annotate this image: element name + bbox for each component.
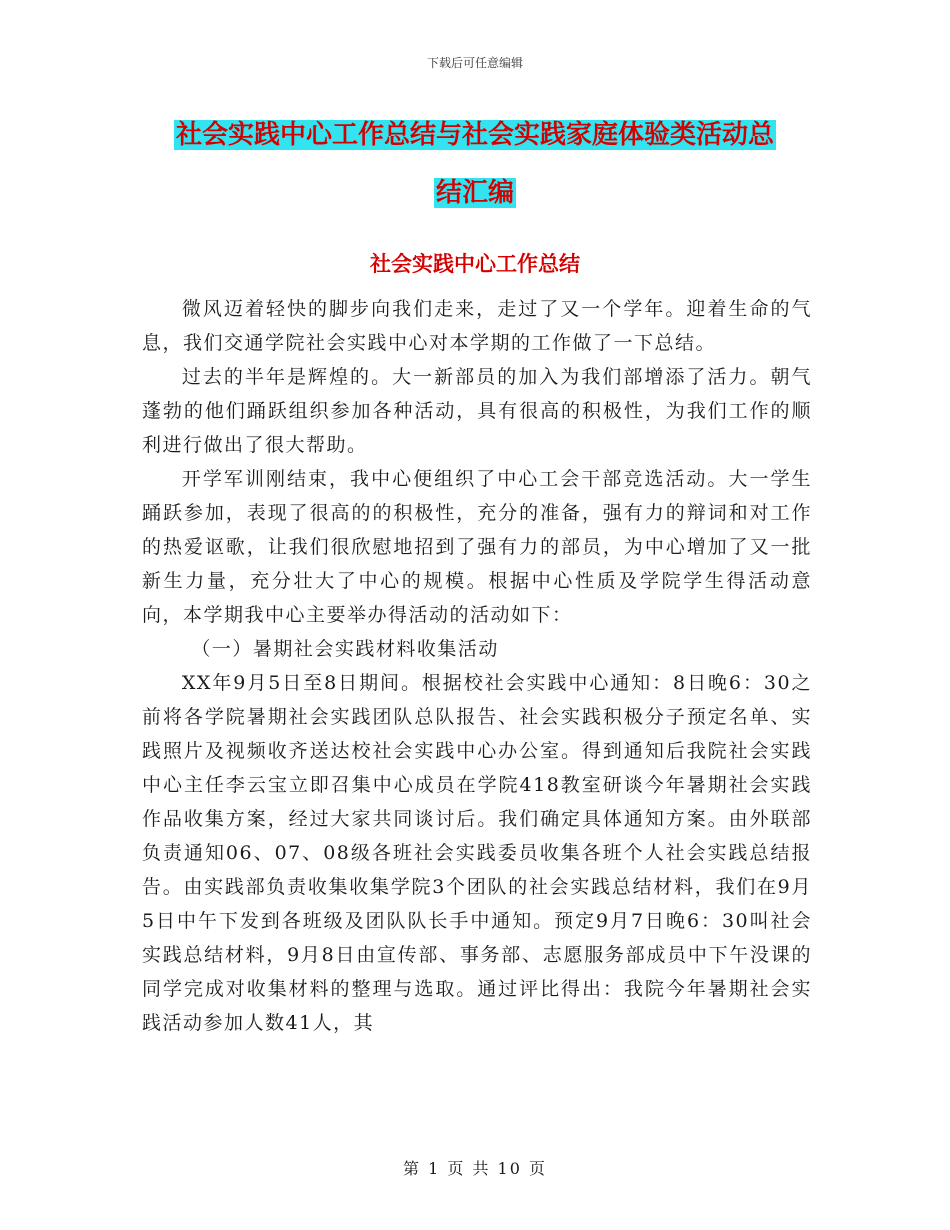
body-text: [142, 292, 812, 1040]
section-title: 社会实践中心工作总结: [370, 251, 580, 276]
paragraph: 微风迈着轻快的脚步向我们走来，走过了又一个学年。迎着生命的气息，我们交通学院社会实践中心对本学期的工作做了一下总结。: [142, 298, 812, 354]
header-note: 下载后可任意编辑: [426, 56, 523, 70]
paragraph: 开学军训刚结束，我中心便组织了中心工会干部竞选活动。大一学生踊跃参加，表现了很高的的积极性，充分的准备，强有力的辩词和对工作的热爱讴歌，让我们很欣慰地招到了强有力的部员，为中心增加了又一批新生力量，充分壮大了中心的规模。根据中心性质及学院学生得活动意向，本学期我中心主要举办得活动的活动如下：: [142, 468, 812, 626]
page-footer: 第 1 页 共 10 页: [403, 1159, 547, 1178]
document-title-line-2: 结汇编: [435, 178, 514, 208]
paragraph: 过去的半年是辉煌的。大一新部员的加入为我们部增添了活力。朝气蓬勃的他们踊跃组织参加各种活动，具有很高的积极性，为我们工作的顺利进行做出了很大帮助。: [142, 366, 812, 456]
paragraph: XX年9月5日至8日期间。根据校社会实践中心通知：8日晚6：30之前将各学院暑期社会实践团队总队报告、社会实践积极分子预定名单、实践照片及视频收齐送达校社会实践中心办公室。得到通知后我院社会实践中心主任李云宝立即召集中心成员在学院418教室研谈今年暑期社会实践作品收集方案，经过大家共同谈讨后。我们确定具体通知方案。由外联部负责通知06、07、08级各班社会实践委员收集各班个人社会实践总结报告。由实践部负责收集收集学院3个团队的社会实践总结材料，我们在9月5日中午下发到各班级及团队队长手中通知。预定9月7日晚6：30叫社会实践总结材料，9月8日由宣传部、事务部、志愿服务部成员中下午没课的同学完成对收集材料的整理与选取。通过评比得出：我院今年暑期社会实践活动参加人数41人，其: [142, 672, 812, 1034]
document-title-line-1: 社会实践中心工作总结与社会实践家庭体验类活动总: [175, 120, 774, 150]
subheading: （一）暑期社会实践材料收集活动: [191, 638, 499, 660]
document-title: [140, 106, 810, 222]
